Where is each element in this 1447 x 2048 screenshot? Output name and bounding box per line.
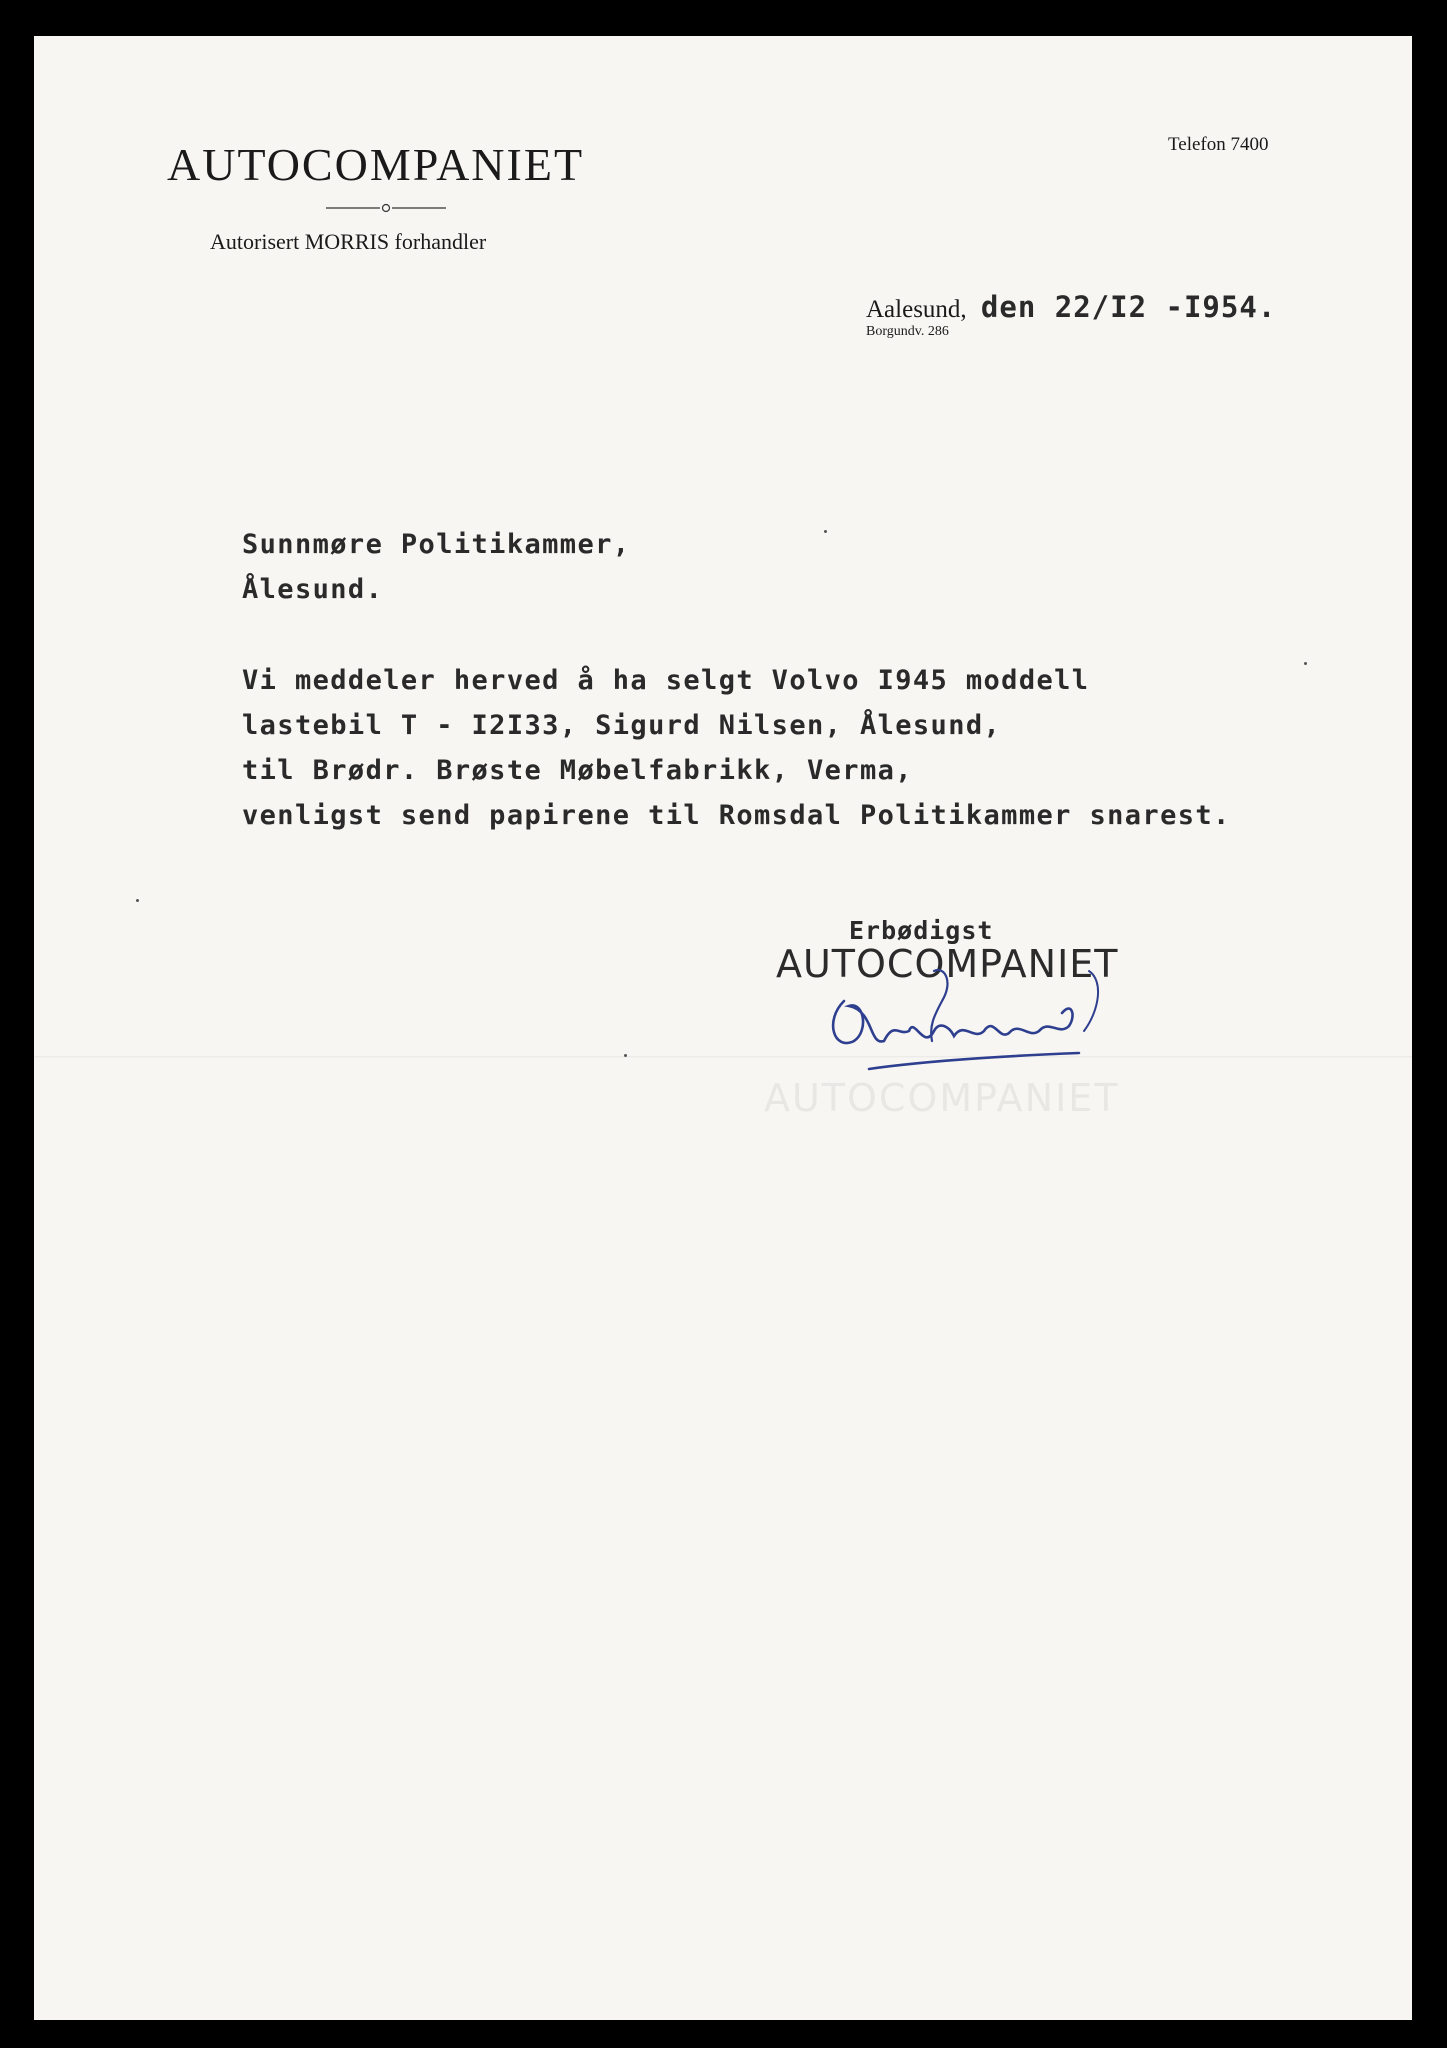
typed-date: den 22/I2 -I954.: [980, 290, 1277, 324]
fold-line: [34, 1056, 1412, 1058]
paper-speck: [624, 1054, 627, 1057]
handwritten-signature: [814, 961, 1114, 1081]
closing-greeting: Erbødigst: [849, 916, 994, 945]
company-stamp: AUTOCOMPANIET: [776, 942, 1119, 986]
letterhead-company: AUTOCOMPANIET: [167, 139, 585, 190]
body-line: lastebil T - I2I33, Sigurd Nilsen, Ålesund,: [242, 710, 1002, 741]
letter-page: [34, 36, 1412, 2020]
body-line: venligst send papirene til Romsdal Politikammer snarest.: [242, 800, 1231, 831]
letterhead-ornament: [326, 203, 446, 213]
letterhead-telefon: Telefon 7400: [1168, 134, 1269, 155]
faint-stamp-impression: AUTOCOMPANIET: [764, 1076, 1120, 1120]
recipient-block: [242, 522, 630, 612]
paper-speck: [136, 899, 139, 902]
paper-speck: [824, 530, 827, 533]
date-line: [866, 290, 1276, 324]
body-line: til Brødr. Brøste Møbelfabrikk, Verma,: [242, 755, 913, 786]
body-line: Vi meddeler herved å ha selgt Volvo I945 moddell: [242, 665, 1090, 696]
letter-body: [242, 658, 1231, 838]
recipient-line: Ålesund.: [242, 574, 384, 605]
paper-speck: [1304, 662, 1307, 665]
recipient-line: Sunnmøre Politikammer,: [242, 529, 631, 560]
place-label: Aalesund,: [866, 296, 967, 323]
letterhead-address: Borgundv. 286: [866, 324, 949, 339]
letterhead-subtitle: Autorisert MORRIS forhandler: [210, 229, 487, 254]
